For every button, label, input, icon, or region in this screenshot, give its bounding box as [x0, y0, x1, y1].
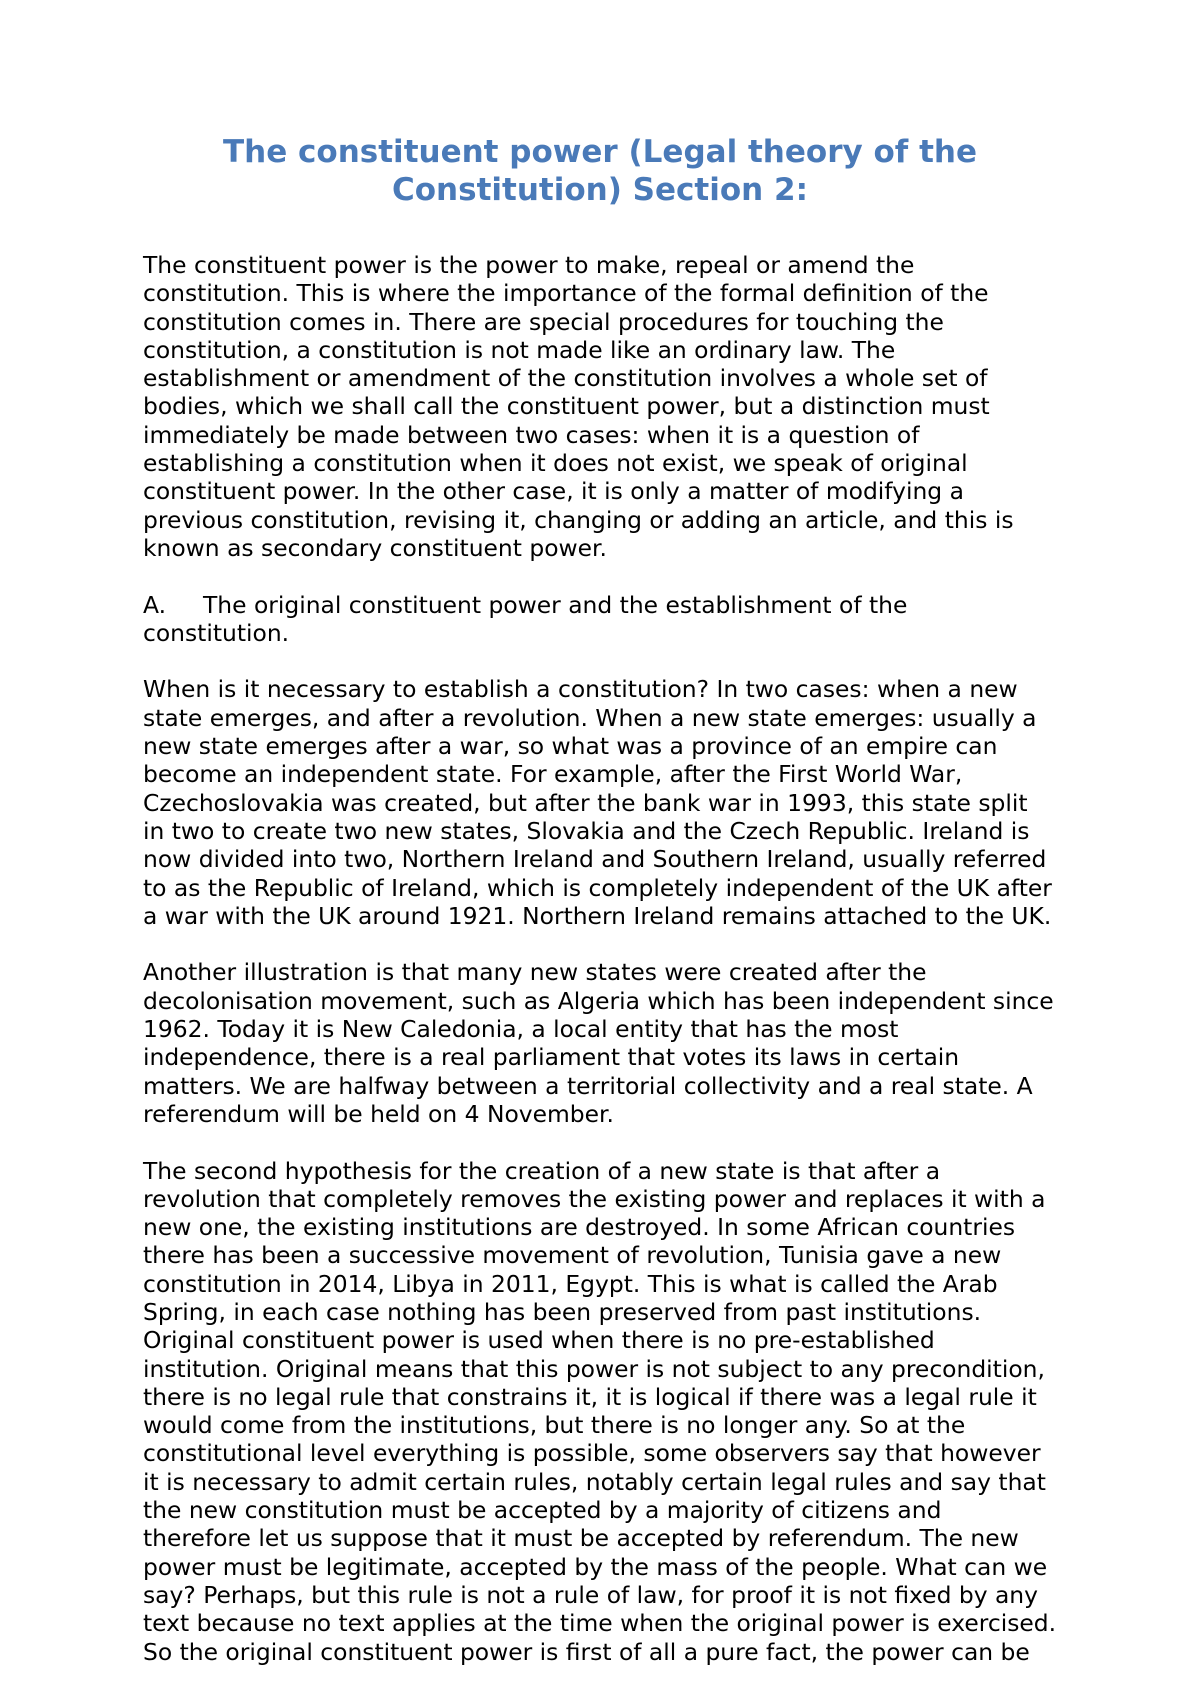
text-line: constitution comes in. There are special procedures for touching the: [143, 307, 944, 336]
text-line: The second hypothesis for the creation of a new state is that after a: [143, 1156, 941, 1185]
text-line: When is it necessary to establish a constitution? In two cases: when a new: [143, 675, 1018, 704]
text-line: become an independent state. For example, after the First World War,: [143, 760, 963, 789]
text-line: now divided into two, Northern Ireland and Southern Ireland, usually referred: [143, 845, 1047, 874]
section-letter: A.: [143, 590, 167, 619]
text-line: say? Perhaps, but this rule is not a rule of law, for proof it is not fixed by any: [143, 1580, 1038, 1609]
text-line: it is necessary to admit certain rules, notably certain legal rules and say that: [143, 1467, 1046, 1496]
text-line: So the original constituent power is first of all a pure fact, the power can be: [143, 1637, 1030, 1666]
text-line: Original constituent power is used when there is no pre-established: [143, 1326, 935, 1355]
text-line: a war with the UK around 1921. Northern Ireland remains attached to the UK.: [143, 901, 1052, 930]
paragraph-new-state: [143, 675, 1093, 930]
text-line: revolution that completely removes the existing power and replaces it with a: [143, 1184, 1046, 1213]
text-line: constitution. This is where the importance of the formal definition of the: [143, 279, 989, 308]
text-line: matters. We are halfway between a territorial collectivity and a real state. A: [143, 1071, 1033, 1100]
text-line: establishment or amendment of the constitution involves a whole set of: [143, 364, 988, 393]
title-line: The constituent power (Legal theory of the: [223, 134, 977, 170]
text-line: independence, there is a real parliament that votes its laws in certain: [143, 1043, 960, 1072]
text-line: decolonisation movement, such as Algeria which has been independent since: [143, 986, 1054, 1015]
text-line: constitutional level everything is possible, some observers say that however: [143, 1439, 1041, 1468]
document-title: [140, 133, 1060, 209]
text-line: [143, 591, 1093, 619]
text-line: constitution, a constitution is not made like an ordinary law. The: [143, 335, 896, 364]
text-line: Spring, in each case nothing has been preserved from past institutions.: [143, 1297, 982, 1326]
document-body: [143, 251, 1093, 1694]
text-line: institution. Original means that this power is not subject to any precondition,: [143, 1354, 1045, 1383]
text-line: the new constitution must be accepted by a majority of citizens and: [143, 1496, 942, 1525]
text-line: there has been a successive movement of revolution, Tunisia gave a new: [143, 1241, 1002, 1270]
section-heading-text: The original constituent power and the establishment of the: [203, 590, 908, 619]
text-line: Another illustration is that many new states were created after the: [143, 958, 927, 987]
text-line: state emerges, and after a revolution. When a new state emerges: usually a: [143, 703, 1037, 732]
text-line: constituent power. In the other case, it is only a matter of modifying a: [143, 477, 964, 506]
text-line: 1962. Today it is New Caledonia, a local entity that has the most: [143, 1015, 899, 1044]
text-line: new one, the existing institutions are destroyed. In some African countries: [143, 1213, 1016, 1242]
text-line: power must be legitimate, accepted by the mass of the people. What can we: [143, 1552, 1048, 1581]
text-line: therefore let us suppose that it must be accepted by referendum. The new: [143, 1524, 1019, 1553]
text-line: constitution in 2014, Libya in 2011, Egypt. This is what is called the Arab: [143, 1269, 998, 1298]
text-line: establishing a constitution when it does not exist, we speak of original: [143, 449, 968, 478]
paragraph-intro: [143, 251, 1093, 562]
paragraph-revolution: [143, 1157, 1093, 1666]
text-line: to as the Republic of Ireland, which is completely independent of the UK after: [143, 873, 1052, 902]
text-line: in two to create two new states, Slovakia and the Czech Republic. Ireland is: [143, 816, 1030, 845]
text-line: known as secondary constituent power.: [143, 533, 607, 562]
text-line: constitution.: [143, 618, 290, 647]
text-line: text because no text applies at the time when the original power is exercised.: [143, 1609, 1057, 1638]
section-a-heading: [143, 591, 1093, 648]
text-line: Czechoslovakia was created, but after the bank war in 1993, this state split: [143, 788, 1028, 817]
text-line: new state emerges after a war, so what was a province of an empire can: [143, 732, 998, 761]
title-line: Constitution) Section 2:: [392, 172, 808, 208]
paragraph-decolonisation: [143, 958, 1093, 1128]
text-line: immediately be made between two cases: when it is a question of: [143, 420, 920, 449]
text-line: The constituent power is the power to make, repeal or amend the: [143, 251, 915, 279]
text-line: would come from the institutions, but there is no longer any. So at the: [143, 1411, 966, 1440]
text-line: there is no legal rule that constrains it, it is logical if there was a legal rule it: [143, 1382, 1037, 1411]
text-line: referendum will be held on 4 November.: [143, 1099, 614, 1128]
text-line: previous constitution, revising it, changing or adding an article, and this is: [143, 505, 1014, 534]
text-line: bodies, which we shall call the constituent power, but a distinction must: [143, 392, 990, 421]
